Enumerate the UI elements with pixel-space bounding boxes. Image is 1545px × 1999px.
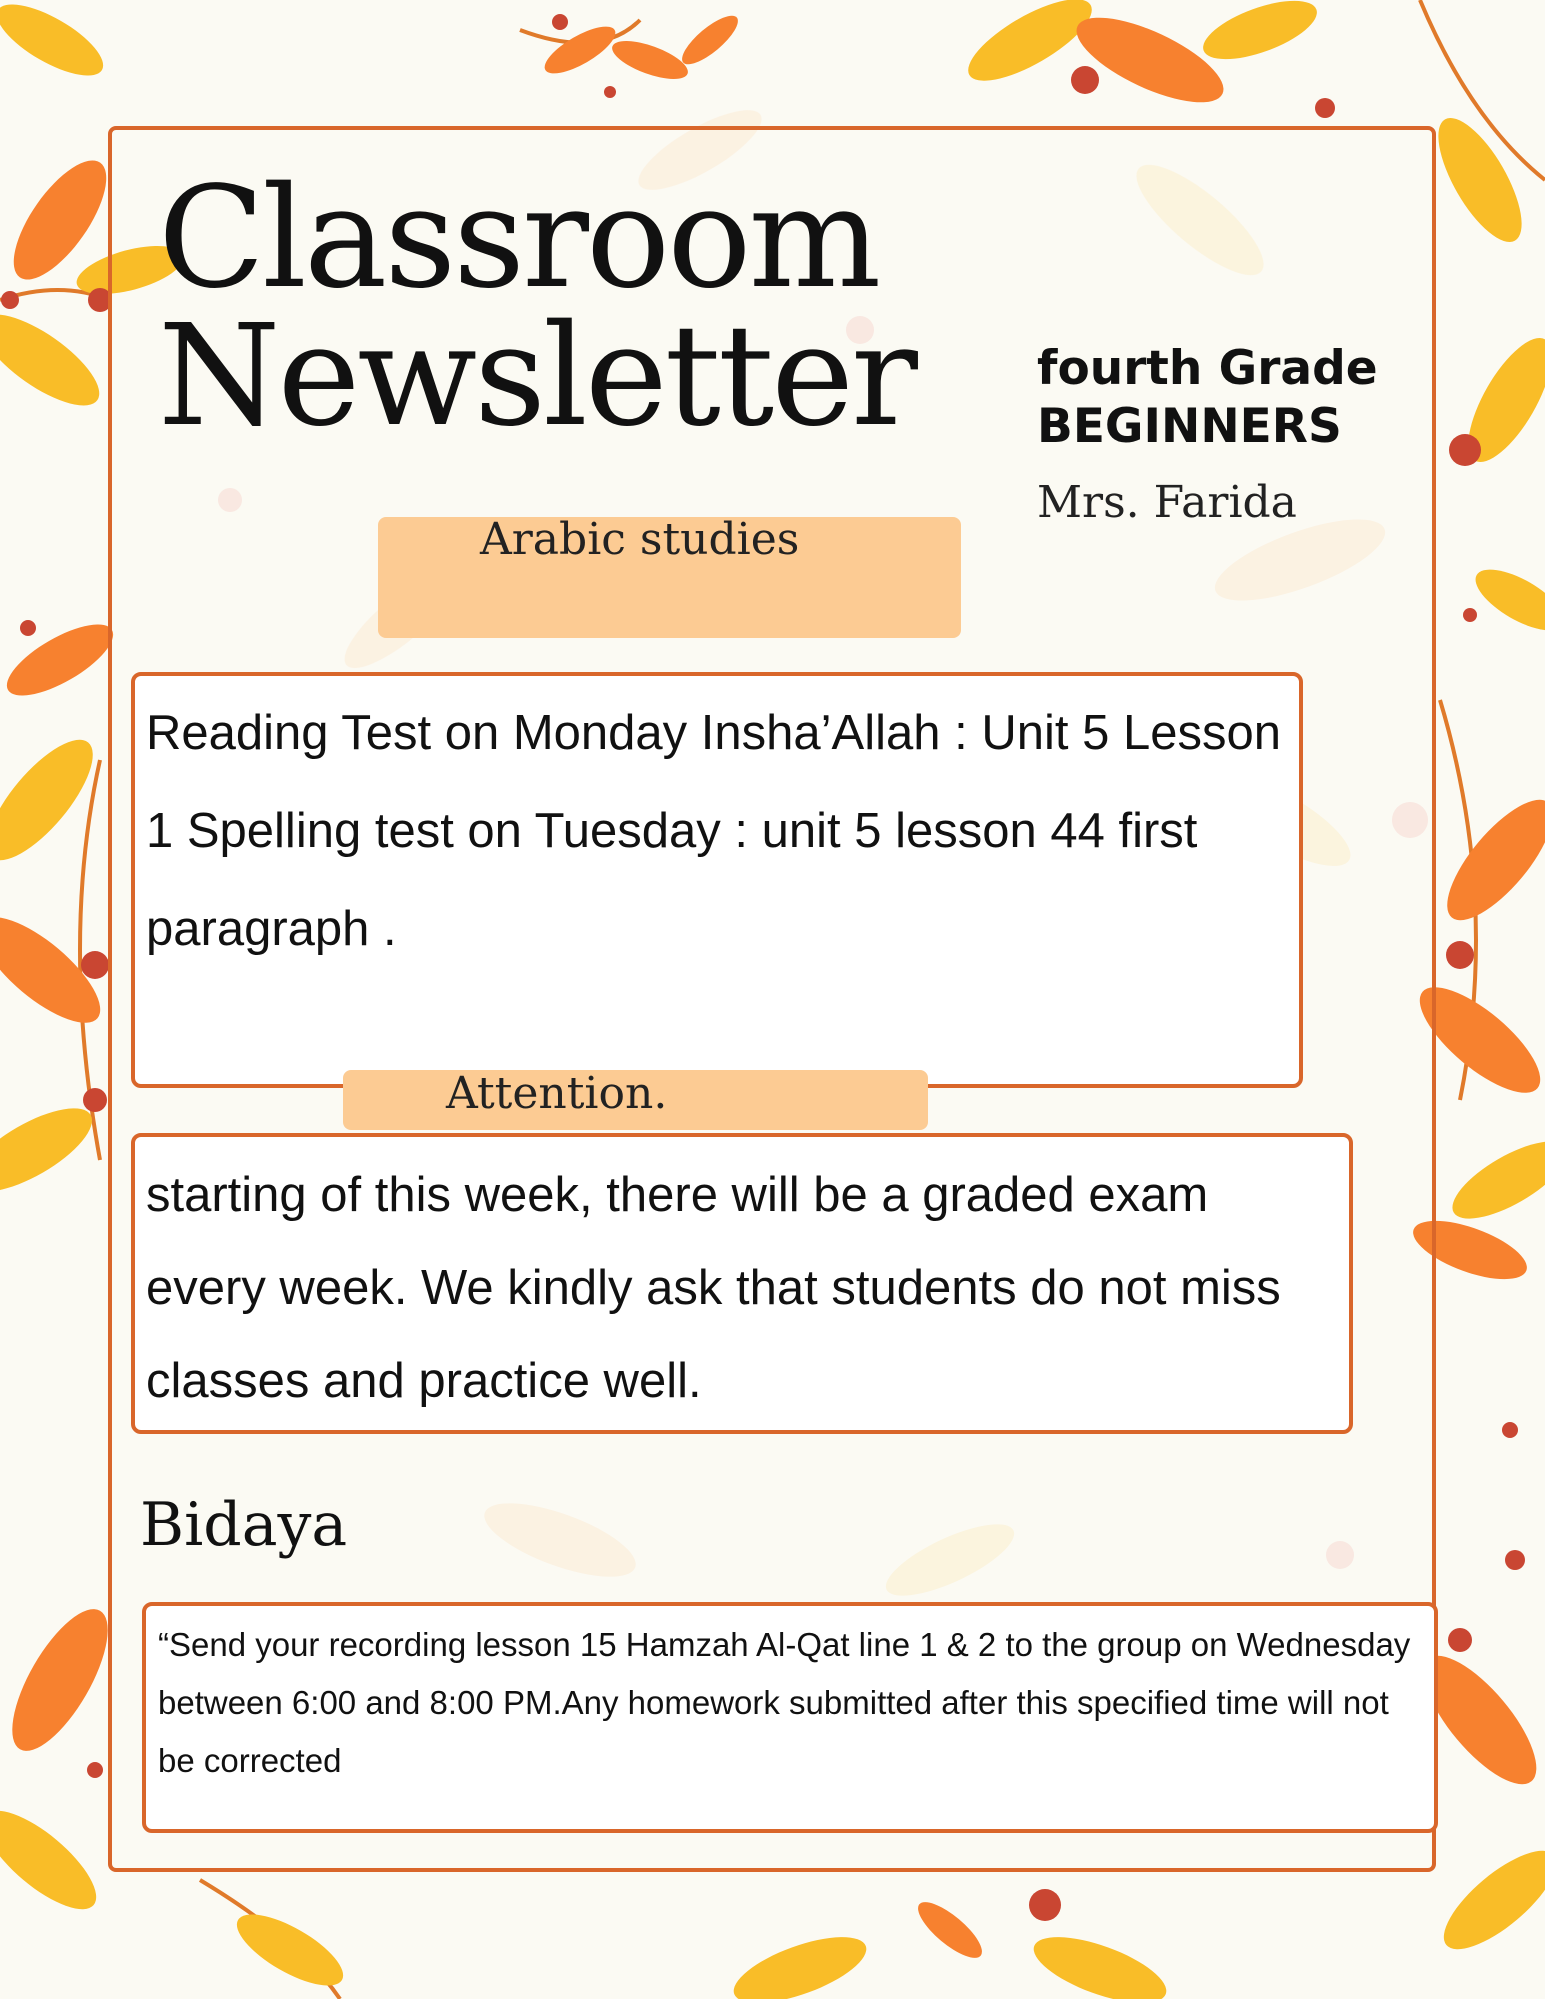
- arabic-studies-label: Arabic studies: [480, 514, 800, 565]
- title-line-2: Newsletter: [158, 295, 915, 458]
- bidaya-text: “Send your recording lesson 15 Hamzah Al-Qat line 1 & 2 to the group on Wednesday between 6:00 and 8:00 PM.Any homework submitted after this specified time will not be corrected: [158, 1626, 1411, 1779]
- attention-label: Attention.: [446, 1068, 668, 1119]
- teacher-name: Mrs. Farida: [1037, 477, 1297, 528]
- attention-text: starting of this week, there will be a graded exam every week. We kindly ask that students do not miss classes and practice well.: [146, 1168, 1281, 1408]
- bidaya-box: [142, 1602, 1438, 1833]
- attention-box: [131, 1133, 1353, 1434]
- title-line-1: Classroom: [158, 157, 879, 320]
- tests-text: Reading Test on Monday Insha’Allah : Unit 5 Lesson 1 Spelling test on Tuesday : unit 5 lesson 44 first paragraph .: [146, 706, 1281, 956]
- bidaya-title: Bidaya: [140, 1490, 348, 1560]
- tests-box: [131, 672, 1303, 1088]
- grade-line-2: BEGINNERS: [1037, 399, 1342, 454]
- newsletter-title: [158, 157, 915, 458]
- grade-line-1: fourth Grade: [1037, 341, 1378, 396]
- grade-info: [1037, 340, 1378, 456]
